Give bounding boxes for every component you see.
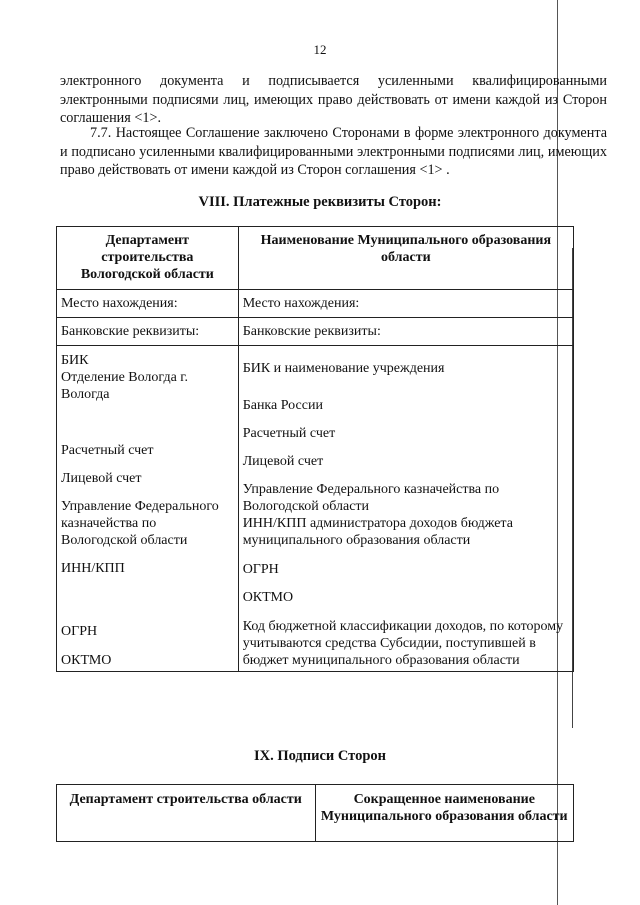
right-kbk: Код бюджетной классификации доходов, по которому учитываются средства Субсидии, поступившей в бюджет муниципального образования области	[242, 619, 564, 668]
bank-row	[57, 318, 574, 346]
left-account: Расчетный счет	[61, 443, 154, 458]
requisites-table	[56, 226, 574, 672]
left-details	[57, 346, 239, 672]
section-8-heading: VIII. Платежные реквизиты Сторон:	[198, 194, 442, 210]
page-number: 12	[313, 42, 327, 57]
signatures-table	[56, 784, 574, 842]
left-treasury: Управление Федерального казначейства по Вологодской области	[61, 499, 219, 548]
right-party-header: Наименование Муниципального образования области	[238, 227, 573, 290]
left-bank: Банковские реквизиты:	[57, 318, 239, 346]
left-oktmo: ОКТМО	[61, 653, 112, 668]
right-oktmo: ОКТМО	[242, 590, 294, 605]
signatures-header-row	[57, 785, 574, 842]
location-row	[57, 290, 574, 318]
details-row	[57, 346, 574, 672]
left-party-header: Департамент строительства Вологодской области	[57, 227, 239, 290]
left-inn: ИНН/КПП	[61, 561, 125, 576]
left-personal-account: Лицевой счет	[61, 471, 142, 486]
section-9-heading: IX. Подписи Сторон	[253, 748, 387, 764]
right-inn: ИНН/КПП администратора доходов бюджета муниципального образования области	[242, 516, 513, 548]
left-ogrn: ОГРН	[61, 624, 98, 639]
right-details	[238, 346, 573, 672]
paragraph-continuation: электронного документа и подписывается усиленными квалифицированными электронными подписями лиц, имеющих право действовать от имени каждой из Сторон соглашения <1>.	[60, 73, 607, 126]
left-bik: БИК	[61, 353, 89, 368]
right-bank-russia: Банка России	[242, 398, 323, 413]
paragraph-7-7: 7.7. Настоящее Соглашение заключено Сторонами в форме электронного документа и подписано усиленными квалифицированными электронными подписями лиц, имеющих право действовать от имени каждой из Сторон соглашения <1> .	[60, 125, 607, 178]
right-bank: Банковские реквизиты:	[238, 318, 573, 346]
right-location: Место нахождения:	[238, 290, 573, 318]
right-account: Расчетный счет	[242, 426, 336, 441]
right-treasury: Управление Федерального казначейства по Вологодской области	[242, 482, 500, 514]
left-branch: Отделение Вологда г. Вологда	[61, 370, 188, 402]
right-bik: БИК и наименование учреждения	[242, 361, 445, 376]
requisites-header-row	[57, 227, 574, 290]
right-personal-account: Лицевой счет	[242, 454, 324, 469]
left-location: Место нахождения:	[57, 290, 239, 318]
right-signature-header: Сокращенное наименование Муниципального образования области	[315, 785, 574, 842]
right-ogrn: ОГРН	[242, 562, 279, 577]
left-signature-header: Департамент строительства области	[57, 785, 316, 842]
